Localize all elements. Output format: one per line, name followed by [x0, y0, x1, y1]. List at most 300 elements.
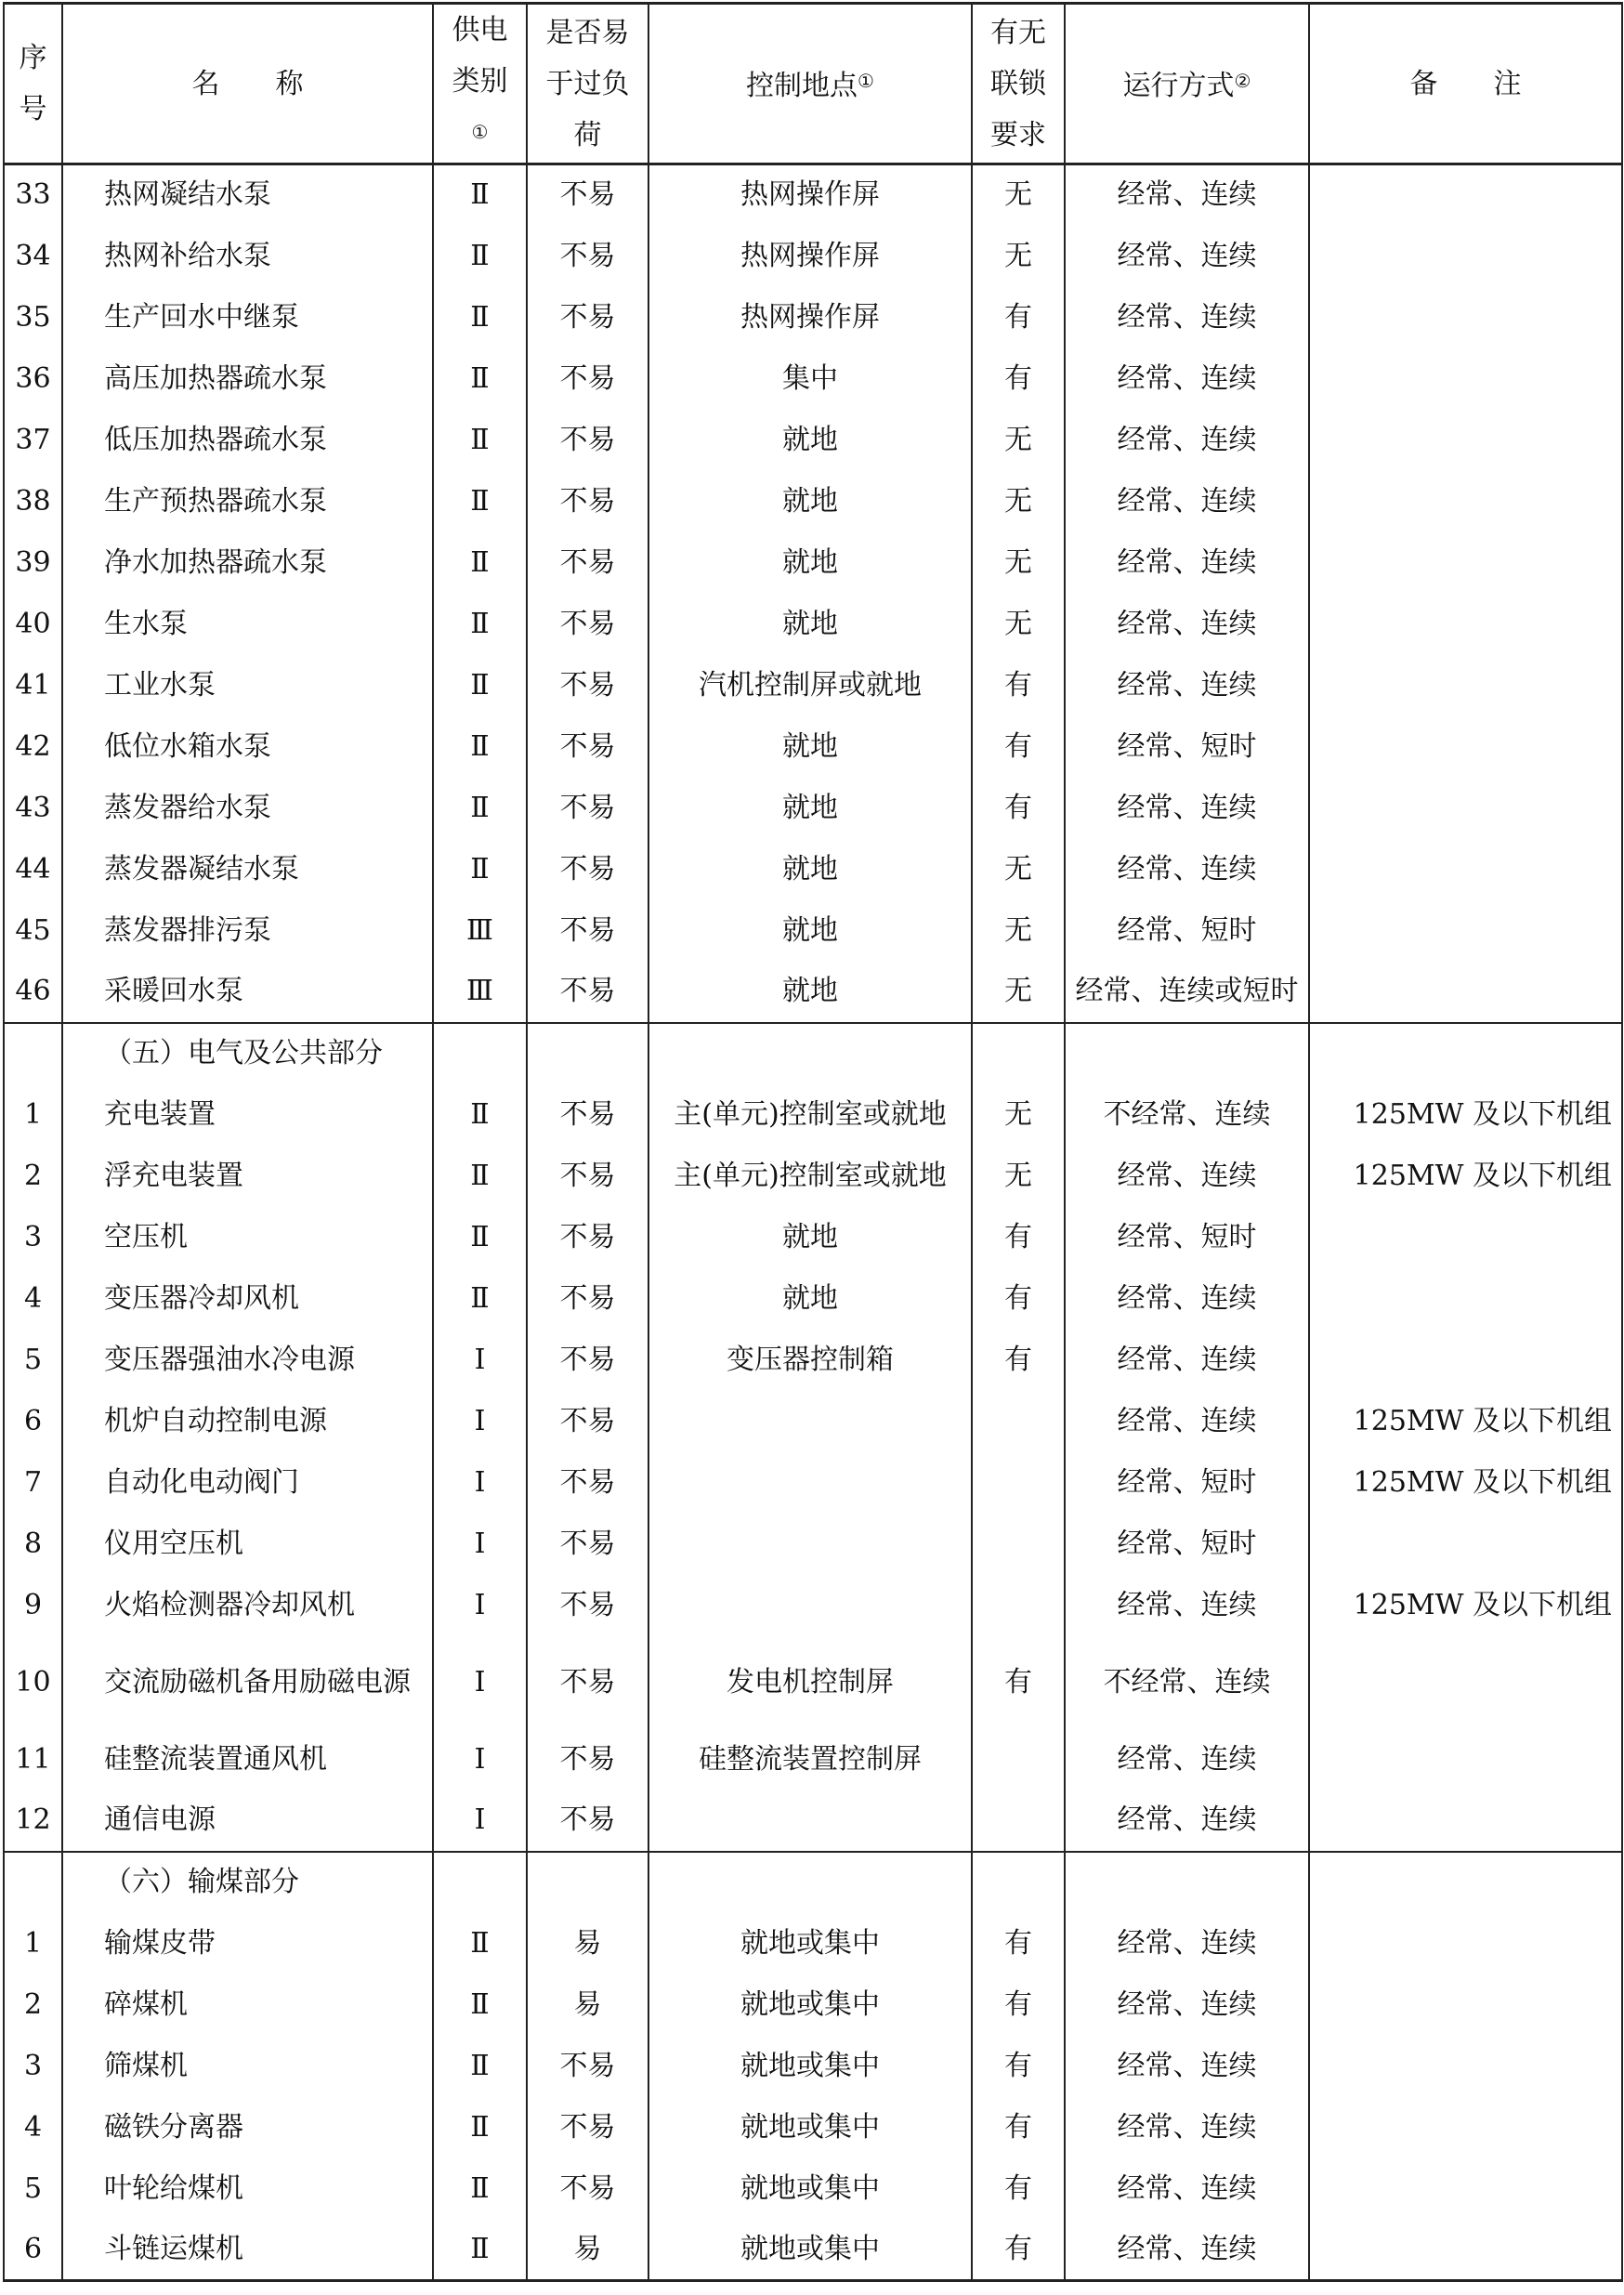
table-row: [4, 1575, 1622, 1636]
cell-supply-class: Ⅰ: [433, 1391, 527, 1452]
cell-interlock: 无: [972, 962, 1065, 1023]
table-body: [4, 164, 1622, 2281]
cell-operation-mode: 经常、连续: [1065, 2097, 1309, 2158]
header-supply: [433, 4, 527, 164]
cell-seq: 10: [4, 1636, 62, 1729]
cell-seq: 9: [4, 1575, 62, 1636]
cell-name: 工业水泵: [62, 655, 433, 716]
empty-cell: [4, 1023, 62, 1084]
cell-control-location: 就地: [648, 532, 972, 594]
cell-name: 碎煤机: [62, 1974, 433, 2036]
cell-control-location: 就地: [648, 410, 972, 471]
cell-name: 通信电源: [62, 1790, 433, 1852]
cell-remark: 125MW 及以下机组: [1309, 1146, 1622, 1207]
cell-overload: 不易: [527, 900, 648, 962]
cell-remark: 125MW 及以下机组: [1309, 1391, 1622, 1452]
empty-cell: [1065, 1023, 1309, 1084]
table-header: [4, 4, 1622, 164]
cell-overload: 不易: [527, 532, 648, 594]
empty-cell: [527, 1023, 648, 1084]
cell-remark: [1309, 1729, 1622, 1790]
cell-seq: 40: [4, 594, 62, 655]
cell-supply-class: Ⅱ: [433, 2097, 527, 2158]
table-row: [4, 287, 1622, 348]
cell-operation-mode: 经常、连续: [1065, 778, 1309, 839]
cell-overload: 不易: [527, 1391, 648, 1452]
cell-overload: 易: [527, 2220, 648, 2281]
cell-control-location: [648, 1391, 972, 1452]
cell-overload: 易: [527, 1974, 648, 2036]
cell-supply-class: Ⅱ: [433, 164, 527, 226]
cell-control-location: 就地或集中: [648, 2097, 972, 2158]
cell-overload: 不易: [527, 1729, 648, 1790]
cell-name: 充电装置: [62, 1084, 433, 1146]
cell-interlock: 无: [972, 839, 1065, 900]
cell-supply-class: Ⅲ: [433, 900, 527, 962]
cell-seq: 34: [4, 226, 62, 287]
header-name: [62, 4, 433, 164]
cell-seq: 36: [4, 348, 62, 410]
cell-operation-mode: 不经常、连续: [1065, 1084, 1309, 1146]
cell-operation-mode: 经常、连续: [1065, 348, 1309, 410]
cell-operation-mode: 经常、连续: [1065, 1974, 1309, 2036]
cell-operation-mode: 经常、连续: [1065, 1729, 1309, 1790]
table-row: [4, 1330, 1622, 1391]
cell-supply-class: Ⅱ: [433, 594, 527, 655]
cell-control-location: 就地或集中: [648, 2036, 972, 2097]
table-row: [4, 2220, 1622, 2281]
cell-remark: [1309, 839, 1622, 900]
cell-interlock: 有: [972, 2036, 1065, 2097]
empty-cell: [972, 1023, 1065, 1084]
cell-control-location: 就地或集中: [648, 1913, 972, 1974]
cell-control-location: [648, 1575, 972, 1636]
cell-seq: 41: [4, 655, 62, 716]
table-row: [4, 1207, 1622, 1268]
cell-control-location: 热网操作屏: [648, 164, 972, 226]
table-row: [4, 1391, 1622, 1452]
cell-remark: 125MW 及以下机组: [1309, 1452, 1622, 1514]
cell-operation-mode: 经常、连续: [1065, 164, 1309, 226]
table-row: [4, 1913, 1622, 1974]
cell-operation-mode: 经常、连续: [1065, 471, 1309, 532]
cell-seq: 4: [4, 2097, 62, 2158]
cell-remark: [1309, 1268, 1622, 1330]
cell-operation-mode: 经常、短时: [1065, 1207, 1309, 1268]
table-row: [4, 1636, 1622, 1729]
cell-interlock: 无: [972, 410, 1065, 471]
cell-control-location: 就地: [648, 1207, 972, 1268]
empty-cell: [4, 1852, 62, 1913]
cell-overload: 不易: [527, 962, 648, 1023]
cell-remark: [1309, 1330, 1622, 1391]
cell-overload: 不易: [527, 164, 648, 226]
cell-name: 空压机: [62, 1207, 433, 1268]
cell-supply-class: Ⅰ: [433, 1330, 527, 1391]
cell-operation-mode: 经常、连续: [1065, 1268, 1309, 1330]
cell-name: 净水加热器疏水泵: [62, 532, 433, 594]
cell-overload: 不易: [527, 1636, 648, 1729]
cell-seq: 35: [4, 287, 62, 348]
cell-supply-class: Ⅱ: [433, 839, 527, 900]
cell-supply-class: Ⅱ: [433, 1974, 527, 2036]
cell-name: 生水泵: [62, 594, 433, 655]
cell-remark: 125MW 及以下机组: [1309, 1575, 1622, 1636]
table-row: [4, 839, 1622, 900]
cell-seq: 11: [4, 1729, 62, 1790]
empty-cell: [972, 1852, 1065, 1913]
cell-overload: 不易: [527, 1452, 648, 1514]
empty-cell: [1309, 1023, 1622, 1084]
cell-operation-mode: 经常、连续: [1065, 1913, 1309, 1974]
table-row: [4, 1790, 1622, 1852]
cell-remark: [1309, 1636, 1622, 1729]
cell-overload: 易: [527, 1913, 648, 1974]
cell-supply-class: Ⅱ: [433, 2158, 527, 2220]
cell-remark: [1309, 962, 1622, 1023]
cell-interlock: 有: [972, 1913, 1065, 1974]
cell-supply-class: Ⅱ: [433, 348, 527, 410]
cell-supply-class: Ⅱ: [433, 1268, 527, 1330]
cell-remark: [1309, 532, 1622, 594]
empty-cell: [433, 1023, 527, 1084]
cell-operation-mode: 经常、连续: [1065, 1391, 1309, 1452]
cell-supply-class: Ⅰ: [433, 1575, 527, 1636]
cell-overload: 不易: [527, 471, 648, 532]
table-row: [4, 2036, 1622, 2097]
header-interlock: [972, 4, 1065, 164]
cell-name: 采暖回水泵: [62, 962, 433, 1023]
cell-control-location: 汽机控制屏或就地: [648, 655, 972, 716]
cell-remark: [1309, 778, 1622, 839]
cell-seq: 2: [4, 1146, 62, 1207]
cell-operation-mode: 经常、连续: [1065, 287, 1309, 348]
cell-name: 硅整流装置通风机: [62, 1729, 433, 1790]
cell-name: 自动化电动阀门: [62, 1452, 433, 1514]
cell-overload: 不易: [527, 1084, 648, 1146]
table-row: [4, 532, 1622, 594]
cell-operation-mode: 经常、连续: [1065, 1790, 1309, 1852]
cell-name: 生产回水中继泵: [62, 287, 433, 348]
cell-seq: 44: [4, 839, 62, 900]
cell-name: 变压器强油水冷电源: [62, 1330, 433, 1391]
cell-operation-mode: 经常、短时: [1065, 1452, 1309, 1514]
cell-seq: 39: [4, 532, 62, 594]
cell-remark: [1309, 900, 1622, 962]
cell-supply-class: Ⅱ: [433, 716, 527, 778]
cell-control-location: 就地: [648, 471, 972, 532]
cell-seq: 3: [4, 1207, 62, 1268]
cell-seq: 1: [4, 1084, 62, 1146]
cell-remark: [1309, 1974, 1622, 2036]
cell-interlock: 无: [972, 532, 1065, 594]
header-name-text: 名 称: [191, 67, 304, 100]
cell-operation-mode: 经常、连续: [1065, 655, 1309, 716]
cell-name: 热网补给水泵: [62, 226, 433, 287]
cell-seq: 5: [4, 1330, 62, 1391]
cell-operation-mode: 经常、短时: [1065, 900, 1309, 962]
empty-cell: [648, 1023, 972, 1084]
cell-operation-mode: 经常、连续: [1065, 2220, 1309, 2281]
cell-seq: 1: [4, 1913, 62, 1974]
cell-operation-mode: 经常、连续: [1065, 839, 1309, 900]
header-seq: [4, 4, 62, 164]
cell-operation-mode: 经常、连续: [1065, 1146, 1309, 1207]
header-mode-footnote: ②: [1234, 70, 1251, 92]
table-row: [4, 471, 1622, 532]
cell-seq: 5: [4, 2158, 62, 2220]
cell-remark: [1309, 2097, 1622, 2158]
cell-supply-class: Ⅱ: [433, 1207, 527, 1268]
cell-remark: [1309, 226, 1622, 287]
table-row: [4, 164, 1622, 226]
cell-remark: [1309, 410, 1622, 471]
header-control-footnote: ①: [858, 70, 874, 92]
header-overload-text: 是否易于过负荷: [545, 16, 630, 151]
cell-overload: 不易: [527, 716, 648, 778]
cell-seq: 38: [4, 471, 62, 532]
cell-remark: [1309, 1790, 1622, 1852]
cell-name: 筛煤机: [62, 2036, 433, 2097]
cell-name: 输煤皮带: [62, 1913, 433, 1974]
cell-name: 叶轮给煤机: [62, 2158, 433, 2220]
cell-control-location: 就地: [648, 716, 972, 778]
cell-overload: 不易: [527, 2036, 648, 2097]
header-supply-text: 供电类别: [452, 14, 508, 98]
cell-interlock: 有: [972, 655, 1065, 716]
cell-interlock: [972, 1729, 1065, 1790]
cell-seq: 8: [4, 1514, 62, 1575]
table-row: [4, 778, 1622, 839]
cell-seq: 6: [4, 2220, 62, 2281]
header-mode-text: 运行方式: [1122, 70, 1235, 102]
cell-supply-class: Ⅲ: [433, 962, 527, 1023]
cell-name: 蒸发器给水泵: [62, 778, 433, 839]
cell-name: 机炉自动控制电源: [62, 1391, 433, 1452]
cell-supply-class: Ⅱ: [433, 471, 527, 532]
cell-interlock: 无: [972, 471, 1065, 532]
cell-interlock: 无: [972, 1146, 1065, 1207]
cell-supply-class: Ⅱ: [433, 410, 527, 471]
cell-interlock: [972, 1790, 1065, 1852]
table-row: [4, 1146, 1622, 1207]
table-row: [4, 1974, 1622, 2036]
cell-supply-class: Ⅱ: [433, 1913, 527, 1974]
cell-interlock: 无: [972, 900, 1065, 962]
load-classification-table: [3, 2, 1623, 2282]
cell-operation-mode: 不经常、连续: [1065, 1636, 1309, 1729]
cell-seq: 42: [4, 716, 62, 778]
cell-control-location: 主(单元)控制室或就地: [648, 1146, 972, 1207]
table-row: [4, 1084, 1622, 1146]
cell-operation-mode: 经常、连续: [1065, 2158, 1309, 2220]
cell-interlock: 有: [972, 2158, 1065, 2220]
cell-supply-class: Ⅰ: [433, 1729, 527, 1790]
cell-remark: [1309, 594, 1622, 655]
cell-interlock: 有: [972, 1974, 1065, 2036]
cell-control-location: 集中: [648, 348, 972, 410]
cell-overload: 不易: [527, 594, 648, 655]
header-interlock-text: 有无联锁要求: [990, 16, 1046, 151]
table-row: [4, 226, 1622, 287]
cell-remark: [1309, 1207, 1622, 1268]
cell-supply-class: Ⅱ: [433, 778, 527, 839]
cell-control-location: [648, 1790, 972, 1852]
cell-overload: 不易: [527, 839, 648, 900]
cell-operation-mode: 经常、连续: [1065, 226, 1309, 287]
cell-operation-mode: 经常、连续: [1065, 1330, 1309, 1391]
empty-cell: [648, 1852, 972, 1913]
cell-control-location: 就地: [648, 962, 972, 1023]
cell-operation-mode: 经常、连续或短时: [1065, 962, 1309, 1023]
cell-remark: [1309, 1913, 1622, 1974]
cell-seq: 6: [4, 1391, 62, 1452]
cell-seq: 46: [4, 962, 62, 1023]
cell-operation-mode: 经常、短时: [1065, 716, 1309, 778]
cell-interlock: 无: [972, 594, 1065, 655]
cell-operation-mode: 经常、连续: [1065, 594, 1309, 655]
table-row: [4, 1268, 1622, 1330]
cell-interlock: 有: [972, 1268, 1065, 1330]
cell-interlock: 无: [972, 164, 1065, 226]
cell-interlock: [972, 1514, 1065, 1575]
empty-cell: [527, 1852, 648, 1913]
cell-interlock: 有: [972, 2220, 1065, 2281]
cell-seq: 37: [4, 410, 62, 471]
cell-name: 高压加热器疏水泵: [62, 348, 433, 410]
cell-interlock: 有: [972, 1207, 1065, 1268]
cell-name: 交流励磁机备用励磁电源: [62, 1636, 433, 1729]
cell-supply-class: Ⅰ: [433, 1514, 527, 1575]
cell-supply-class: Ⅰ: [433, 1636, 527, 1729]
cell-seq: 33: [4, 164, 62, 226]
cell-name: 生产预热器疏水泵: [62, 471, 433, 532]
cell-name: 变压器冷却风机: [62, 1268, 433, 1330]
cell-control-location: 就地或集中: [648, 2158, 972, 2220]
cell-interlock: 有: [972, 2097, 1065, 2158]
table-row: [4, 1514, 1622, 1575]
cell-remark: [1309, 164, 1622, 226]
cell-remark: [1309, 287, 1622, 348]
cell-interlock: [972, 1575, 1065, 1636]
cell-name: 低压加热器疏水泵: [62, 410, 433, 471]
cell-operation-mode: 经常、连续: [1065, 532, 1309, 594]
cell-interlock: [972, 1452, 1065, 1514]
cell-interlock: 无: [972, 1084, 1065, 1146]
cell-control-location: 热网操作屏: [648, 287, 972, 348]
cell-name: 火焰检测器冷却风机: [62, 1575, 433, 1636]
cell-control-location: 变压器控制箱: [648, 1330, 972, 1391]
cell-supply-class: Ⅱ: [433, 655, 527, 716]
cell-overload: 不易: [527, 778, 648, 839]
cell-name: 磁铁分离器: [62, 2097, 433, 2158]
cell-interlock: [972, 1391, 1065, 1452]
cell-operation-mode: 经常、连续: [1065, 2036, 1309, 2097]
cell-overload: 不易: [527, 655, 648, 716]
cell-control-location: 硅整流装置控制屏: [648, 1729, 972, 1790]
cell-remark: 125MW 及以下机组: [1309, 1084, 1622, 1146]
cell-overload: 不易: [527, 1268, 648, 1330]
cell-supply-class: Ⅱ: [433, 2220, 527, 2281]
cell-seq: 43: [4, 778, 62, 839]
cell-seq: 7: [4, 1452, 62, 1514]
header-remark-text: 备 注: [1409, 67, 1522, 100]
cell-control-location: [648, 1514, 972, 1575]
cell-control-location: 热网操作屏: [648, 226, 972, 287]
header-seq-text: 序号: [19, 42, 47, 125]
cell-name: 蒸发器排污泵: [62, 900, 433, 962]
cell-supply-class: Ⅰ: [433, 1790, 527, 1852]
cell-name: 热网凝结水泵: [62, 164, 433, 226]
cell-seq: 12: [4, 1790, 62, 1852]
section-row: [4, 1023, 1622, 1084]
cell-control-location: 就地或集中: [648, 2220, 972, 2281]
cell-overload: 不易: [527, 2158, 648, 2220]
cell-supply-class: Ⅱ: [433, 1146, 527, 1207]
cell-control-location: 就地或集中: [648, 1974, 972, 2036]
cell-operation-mode: 经常、连续: [1065, 410, 1309, 471]
cell-remark: [1309, 471, 1622, 532]
cell-operation-mode: 经常、连续: [1065, 1575, 1309, 1636]
cell-interlock: 有: [972, 1330, 1065, 1391]
cell-seq: 2: [4, 1974, 62, 2036]
cell-supply-class: Ⅱ: [433, 532, 527, 594]
cell-seq: 3: [4, 2036, 62, 2097]
cell-control-location: 就地: [648, 594, 972, 655]
table-row: [4, 716, 1622, 778]
cell-seq: 4: [4, 1268, 62, 1330]
cell-control-location: 就地: [648, 778, 972, 839]
cell-seq: 45: [4, 900, 62, 962]
cell-remark: [1309, 348, 1622, 410]
table-row: [4, 348, 1622, 410]
cell-overload: 不易: [527, 1207, 648, 1268]
cell-overload: 不易: [527, 1575, 648, 1636]
cell-name: 低位水箱水泵: [62, 716, 433, 778]
cell-overload: 不易: [527, 1514, 648, 1575]
cell-remark: [1309, 2158, 1622, 2220]
cell-control-location: [648, 1452, 972, 1514]
empty-cell: [433, 1852, 527, 1913]
table-row: [4, 594, 1622, 655]
cell-overload: 不易: [527, 1790, 648, 1852]
section-title: （五）电气及公共部分: [62, 1023, 433, 1084]
empty-cell: [1309, 1852, 1622, 1913]
cell-name: 仪用空压机: [62, 1514, 433, 1575]
cell-overload: 不易: [527, 348, 648, 410]
header-remark: [1309, 4, 1622, 164]
header-control: [648, 4, 972, 164]
cell-supply-class: Ⅰ: [433, 1452, 527, 1514]
cell-interlock: 有: [972, 348, 1065, 410]
cell-overload: 不易: [527, 287, 648, 348]
section-row: [4, 1852, 1622, 1913]
cell-supply-class: Ⅱ: [433, 287, 527, 348]
cell-name: 浮充电装置: [62, 1146, 433, 1207]
cell-overload: 不易: [527, 1330, 648, 1391]
cell-overload: 不易: [527, 1146, 648, 1207]
cell-interlock: 有: [972, 778, 1065, 839]
cell-overload: 不易: [527, 410, 648, 471]
cell-supply-class: Ⅱ: [433, 226, 527, 287]
cell-supply-class: Ⅱ: [433, 1084, 527, 1146]
table-row: [4, 655, 1622, 716]
cell-interlock: 有: [972, 1636, 1065, 1729]
cell-control-location: 就地: [648, 900, 972, 962]
cell-interlock: 有: [972, 287, 1065, 348]
cell-control-location: 发电机控制屏: [648, 1636, 972, 1729]
cell-overload: 不易: [527, 226, 648, 287]
